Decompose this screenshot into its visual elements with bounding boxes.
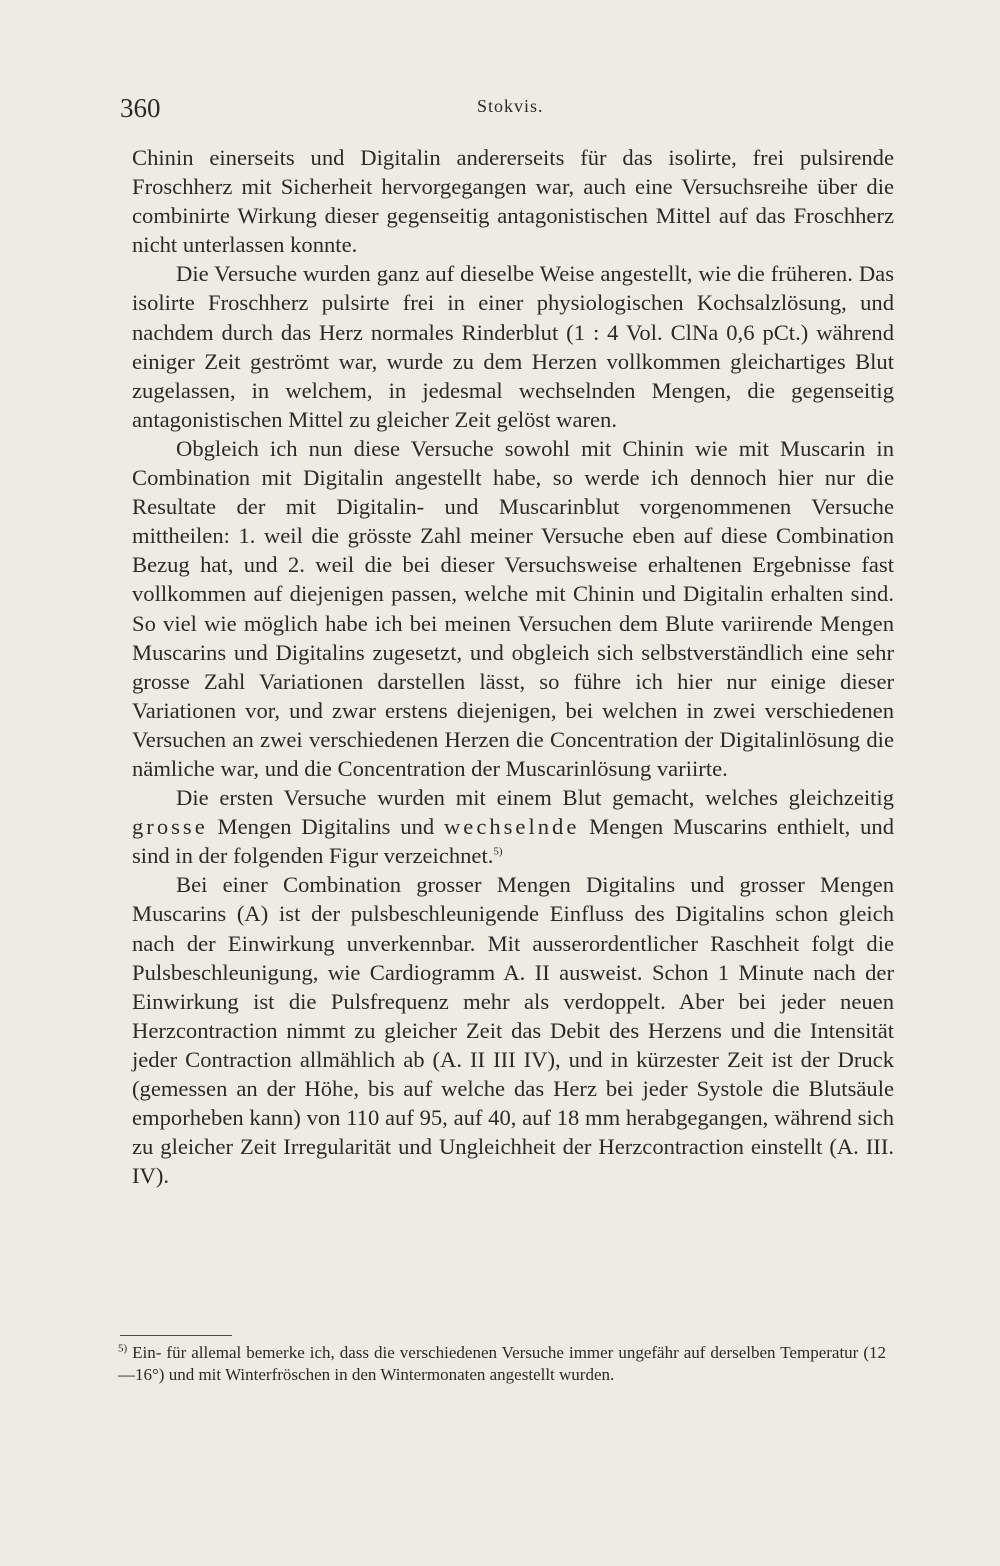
paragraph: Bei einer Combination grosser Mengen Digitalins und grosser Mengen Muscarins (A) ist der pulsbeschleunigende Einfluss des Digitalins schon gleich nach der Einwirkung unverkennbar. Mit ausserordentlicher Raschheit folgt die Pulsbeschleunigung, wie Cardiogramm A. II ausweist. Schon 1 Minute nach der Einwirkung ist die Pulsfrequenz mehr als verdoppelt. Aber bei jeder neuen Herzcontraction nimmt zu gleicher Zeit das Debit des Herzens und die Intensität jeder Contraction allmählich ab (A. II III IV), und in kürzester Zeit ist der Druck (gemessen an der Höhe, bis auf welche das Herz bei jeder Systole die Blutsäule emporheben kann) von 110 auf 95, auf 40, auf 18 mm herabgegangen, während sich zu gleicher Zeit Irregularität und Ungleichheit der Herzcontraction einstellt (A. III. IV). xyxy=(132,872,894,1189)
footnote-reference: 5) xyxy=(493,845,503,858)
spaced-emphasis: grosse xyxy=(132,814,208,840)
page-header xyxy=(120,93,760,123)
page-number: 360 xyxy=(120,93,161,123)
footnote xyxy=(118,1342,886,1385)
text-run: Mengen Muscarins enthielt, und sind in der folgenden Figur verzeichnet. xyxy=(132,814,894,869)
footnote-separator xyxy=(120,1335,232,1336)
text-run: Mengen Digitalins und xyxy=(207,814,444,840)
body-text xyxy=(132,143,894,1190)
paragraph: Die Versuche wurden ganz auf dieselbe Weise angestellt, wie die früheren. Das isolirte Froschherz pulsirte frei in einer physiologischen Kochsalzlösung, und nachdem durch das Herz normales Rinderblut (1 : 4 Vol. ClNa 0,6 pCt.) während einiger Zeit geströmt war, wurde zu dem Herzen vollkommen gleichartiges Blut zugelassen, in welchem, in jedesmal wechselnden Mengen, die gegenseitig antagonistischen Mittel zu gleicher Zeit gelöst waren. xyxy=(132,261,894,432)
paragraph-with-emphasis xyxy=(132,783,894,870)
footnote-marker: 5) xyxy=(118,1342,128,1355)
paragraph-continued: Chinin einerseits und Digitalin andererseits für das isolirte, frei pulsirende Froschherz mit Sicherheit hervorgegangen war, auch eine Versuchsreihe über die combinirte Wirkung dieser gegenseitig antagonistischen Mittel auf das Froschherz nicht unterlassen konnte. xyxy=(132,145,894,258)
text-run: Die ersten Versuche wurden mit einem Blut gemacht, welches gleichzeitig xyxy=(176,785,894,811)
running-head: Stokvis. xyxy=(477,96,544,116)
footnote-text: Ein- für allemal bemerke ich, dass die verschiedenen Versuche immer ungefähr auf derselben Temperatur (12—16°) und mit Winterfröschen in den Wintermonaten angestellt wurden. xyxy=(118,1343,886,1384)
paragraph: Obgleich ich nun diese Versuche sowohl mit Chinin wie mit Muscarin in Combination mit Digitalin angestellt habe, so werde ich dennoch hier nur die Resultate der mit Digitalin- und Muscarinblut vorgenommenen Versuche mittheilen: 1. weil die grösste Zahl meiner Versuche eben auf diese Combination Bezug hat, und 2. weil die bei dieser Versuchsweise erhaltenen Ergebnisse fast vollkommen auf diejenigen passen, welche mit Chinin und Digitalin erhalten sind. So viel wie möglich habe ich bei meinen Versuchen dem Blute variirende Mengen Muscarins und Digitalins zugesetzt, und obgleich sich selbstverständlich eine sehr grosse Zahl Variationen darstellen lässt, so führe ich hier nur einige dieser Variationen vor, und zwar erstens diejenigen, bei welchen in zwei verschiedenen Versuchen an zwei verschiedenen Herzen die Concentration der Digitalinlösung die nämliche war, und die Concentration der Muscarinlösung variirte. xyxy=(132,435,894,781)
spaced-emphasis: wechselnde xyxy=(443,814,580,840)
